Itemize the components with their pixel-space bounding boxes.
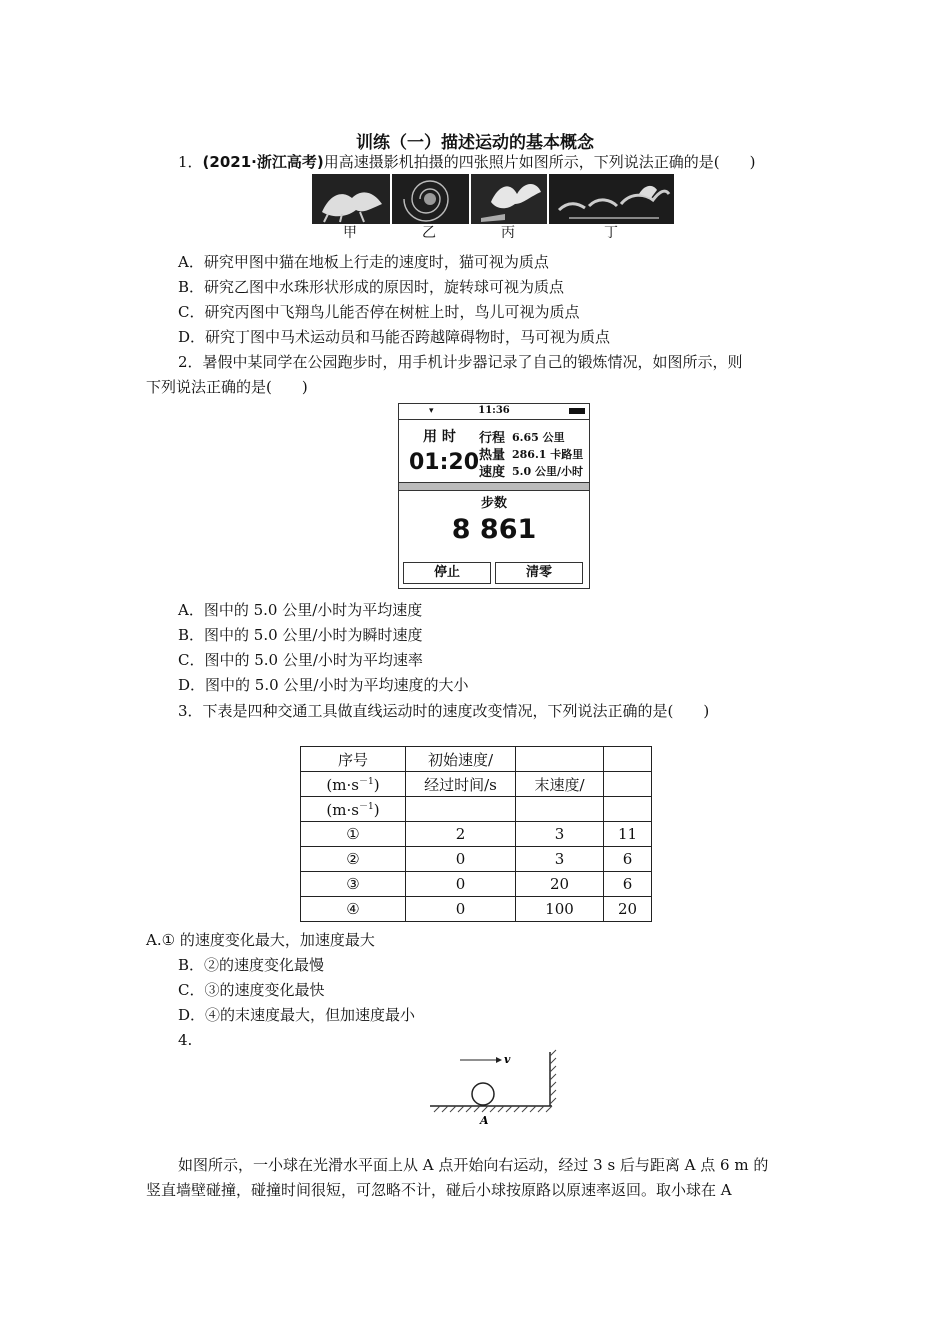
q3-option-c: C．③的速度变化最快 bbox=[178, 981, 325, 999]
unit-text: (m·s bbox=[326, 801, 359, 819]
table-cell: ② bbox=[301, 847, 406, 872]
question-4-text-cont: 竖直墙壁碰撞，碰撞时间很短，可忽略不计，碰后小球按原路以原速率返回。取小球在 A bbox=[146, 1181, 732, 1199]
speed-label: 速度 bbox=[479, 465, 506, 480]
steps-count: 8 861 bbox=[451, 514, 537, 545]
q2-option-a: A．图中的 5.0 公里/小时为平均速度 bbox=[178, 601, 423, 619]
point-a-label: A bbox=[480, 1114, 489, 1127]
unit-exponent: －1 bbox=[358, 802, 374, 812]
table-cell: 6 bbox=[604, 872, 652, 897]
unit-text: (m·s bbox=[326, 776, 359, 794]
table-cell bbox=[516, 747, 604, 772]
photo-horse-rider bbox=[549, 174, 674, 224]
q1-option-b: B．研究乙图中水珠形状形成的原因时，旋转球可视为质点 bbox=[178, 278, 565, 296]
table-cell: 初始速度/ bbox=[406, 747, 516, 772]
q3-option-b: B．②的速度变化最慢 bbox=[178, 956, 325, 974]
table-header-row bbox=[301, 797, 652, 822]
table-cell bbox=[604, 747, 652, 772]
table-cell: 20 bbox=[604, 897, 652, 922]
stop-button[interactable]: 停止 bbox=[403, 562, 491, 584]
calories-value: 286.1 卡路里 bbox=[512, 448, 584, 461]
velocity-arrow bbox=[460, 1057, 502, 1063]
speed-table bbox=[300, 746, 652, 922]
q2-option-c: C．图中的 5.0 公里/小时为平均速率 bbox=[178, 651, 423, 669]
velocity-label: v bbox=[504, 1053, 511, 1066]
table-cell: 0 bbox=[406, 847, 516, 872]
unit-close: ) bbox=[373, 776, 380, 794]
page-title: 训练（一）描述运动的基本概念 bbox=[356, 133, 594, 153]
photo-spinning-ball bbox=[392, 174, 469, 224]
calories-label: 热量 bbox=[479, 448, 506, 463]
table-row bbox=[301, 847, 652, 872]
question-2-stem-cont: 下列说法正确的是( ) bbox=[146, 378, 308, 396]
table-row bbox=[301, 822, 652, 847]
speed-value: 5.0 公里/小时 bbox=[512, 465, 583, 478]
table-cell: 3 bbox=[516, 847, 604, 872]
table-cell bbox=[301, 797, 406, 822]
table-cell bbox=[301, 772, 406, 797]
question-source: (2021·浙江高考) bbox=[202, 153, 324, 171]
reset-button[interactable]: 清零 bbox=[495, 562, 583, 584]
q1-option-d: D．研究丁图中马术运动员和马能否跨越障碍物时，马可视为质点 bbox=[178, 328, 611, 346]
distance-label: 行程 bbox=[479, 431, 506, 446]
table-cell: ④ bbox=[301, 897, 406, 922]
photo-label-ding: 丁 bbox=[604, 225, 618, 241]
question-3-stem: 3．下表是四种交通工具做直线运动时的速度改变情况，下列说法正确的是( ) bbox=[178, 702, 710, 720]
photo-cat bbox=[312, 174, 390, 224]
table-cell bbox=[604, 772, 652, 797]
question-number: 1． bbox=[178, 153, 203, 171]
screen-divider bbox=[399, 482, 589, 491]
table-cell: 2 bbox=[406, 822, 516, 847]
battery-icon bbox=[569, 408, 585, 414]
photo-label-jia: 甲 bbox=[343, 225, 357, 241]
photo-strip bbox=[312, 174, 674, 224]
q2-option-b: B．图中的 5.0 公里/小时为瞬时速度 bbox=[178, 626, 423, 644]
distance-value: 6.65 公里 bbox=[512, 431, 565, 444]
table-cell: 0 bbox=[406, 872, 516, 897]
question-text: 用高速摄影机拍摄的四张照片如图所示，下列说法正确的是( ) bbox=[323, 153, 756, 171]
question-2-stem: 2．暑假中某同学在公园跑步时，用手机计步器记录了自己的锻炼情况，如图所示，则 bbox=[178, 353, 743, 371]
table-cell: ③ bbox=[301, 872, 406, 897]
q1-option-c: C．研究丙图中飞翔鸟儿能否停在树桩上时，鸟儿可视为质点 bbox=[178, 303, 580, 321]
table-cell: 0 bbox=[406, 897, 516, 922]
table-cell: 6 bbox=[604, 847, 652, 872]
q3-option-d: D．④的末速度最大，但加速度最小 bbox=[178, 1006, 416, 1024]
q2-option-d: D．图中的 5.0 公里/小时为平均速度的大小 bbox=[178, 676, 469, 694]
q1-option-a: A．研究甲图中猫在地板上行走的速度时，猫可视为质点 bbox=[178, 253, 549, 271]
table-cell: 20 bbox=[516, 872, 604, 897]
table-cell bbox=[604, 797, 652, 822]
table-cell bbox=[516, 797, 604, 822]
question-4-number: 4. bbox=[178, 1031, 193, 1049]
table-row bbox=[301, 872, 652, 897]
status-time: 11:36 bbox=[478, 405, 510, 416]
unit-exponent: －1 bbox=[358, 777, 374, 787]
table-cell: ① bbox=[301, 822, 406, 847]
question-4-text: 如图所示，一小球在光滑水平面上从 A 点开始向右运动，经过 3 s 后与距离 A 点 6 m 的 bbox=[178, 1156, 769, 1174]
table-cell bbox=[406, 797, 516, 822]
pedometer-screen bbox=[398, 403, 590, 589]
table-header-row bbox=[301, 747, 652, 772]
duration-value: 01:20 bbox=[409, 450, 480, 475]
question-1-stem bbox=[178, 152, 755, 172]
table-cell: 11 bbox=[604, 822, 652, 847]
table-header-row bbox=[301, 772, 652, 797]
table-cell: 经过时间/s bbox=[406, 772, 516, 797]
wifi-icon: ▾ bbox=[429, 406, 434, 416]
q3-option-a: A.① 的速度变化最大，加速度最大 bbox=[146, 931, 375, 949]
steps-label: 步数 bbox=[480, 496, 507, 511]
table-cell: 序号 bbox=[301, 747, 406, 772]
phone-status-bar bbox=[399, 404, 589, 420]
photo-label-yi: 乙 bbox=[422, 225, 436, 241]
table-cell: 3 bbox=[516, 822, 604, 847]
duration-label: 用 时 bbox=[423, 429, 456, 445]
ball-wall-diagram bbox=[424, 1048, 564, 1134]
photo-label-bing: 丙 bbox=[501, 225, 515, 241]
ground-hatching bbox=[430, 1106, 552, 1112]
table-cell: 100 bbox=[516, 897, 604, 922]
table-cell: 末速度/ bbox=[516, 772, 604, 797]
unit-close: ) bbox=[373, 801, 380, 819]
wall-hatching bbox=[550, 1050, 556, 1106]
table-row bbox=[301, 897, 652, 922]
photo-bird bbox=[471, 174, 547, 224]
ball bbox=[472, 1083, 494, 1105]
